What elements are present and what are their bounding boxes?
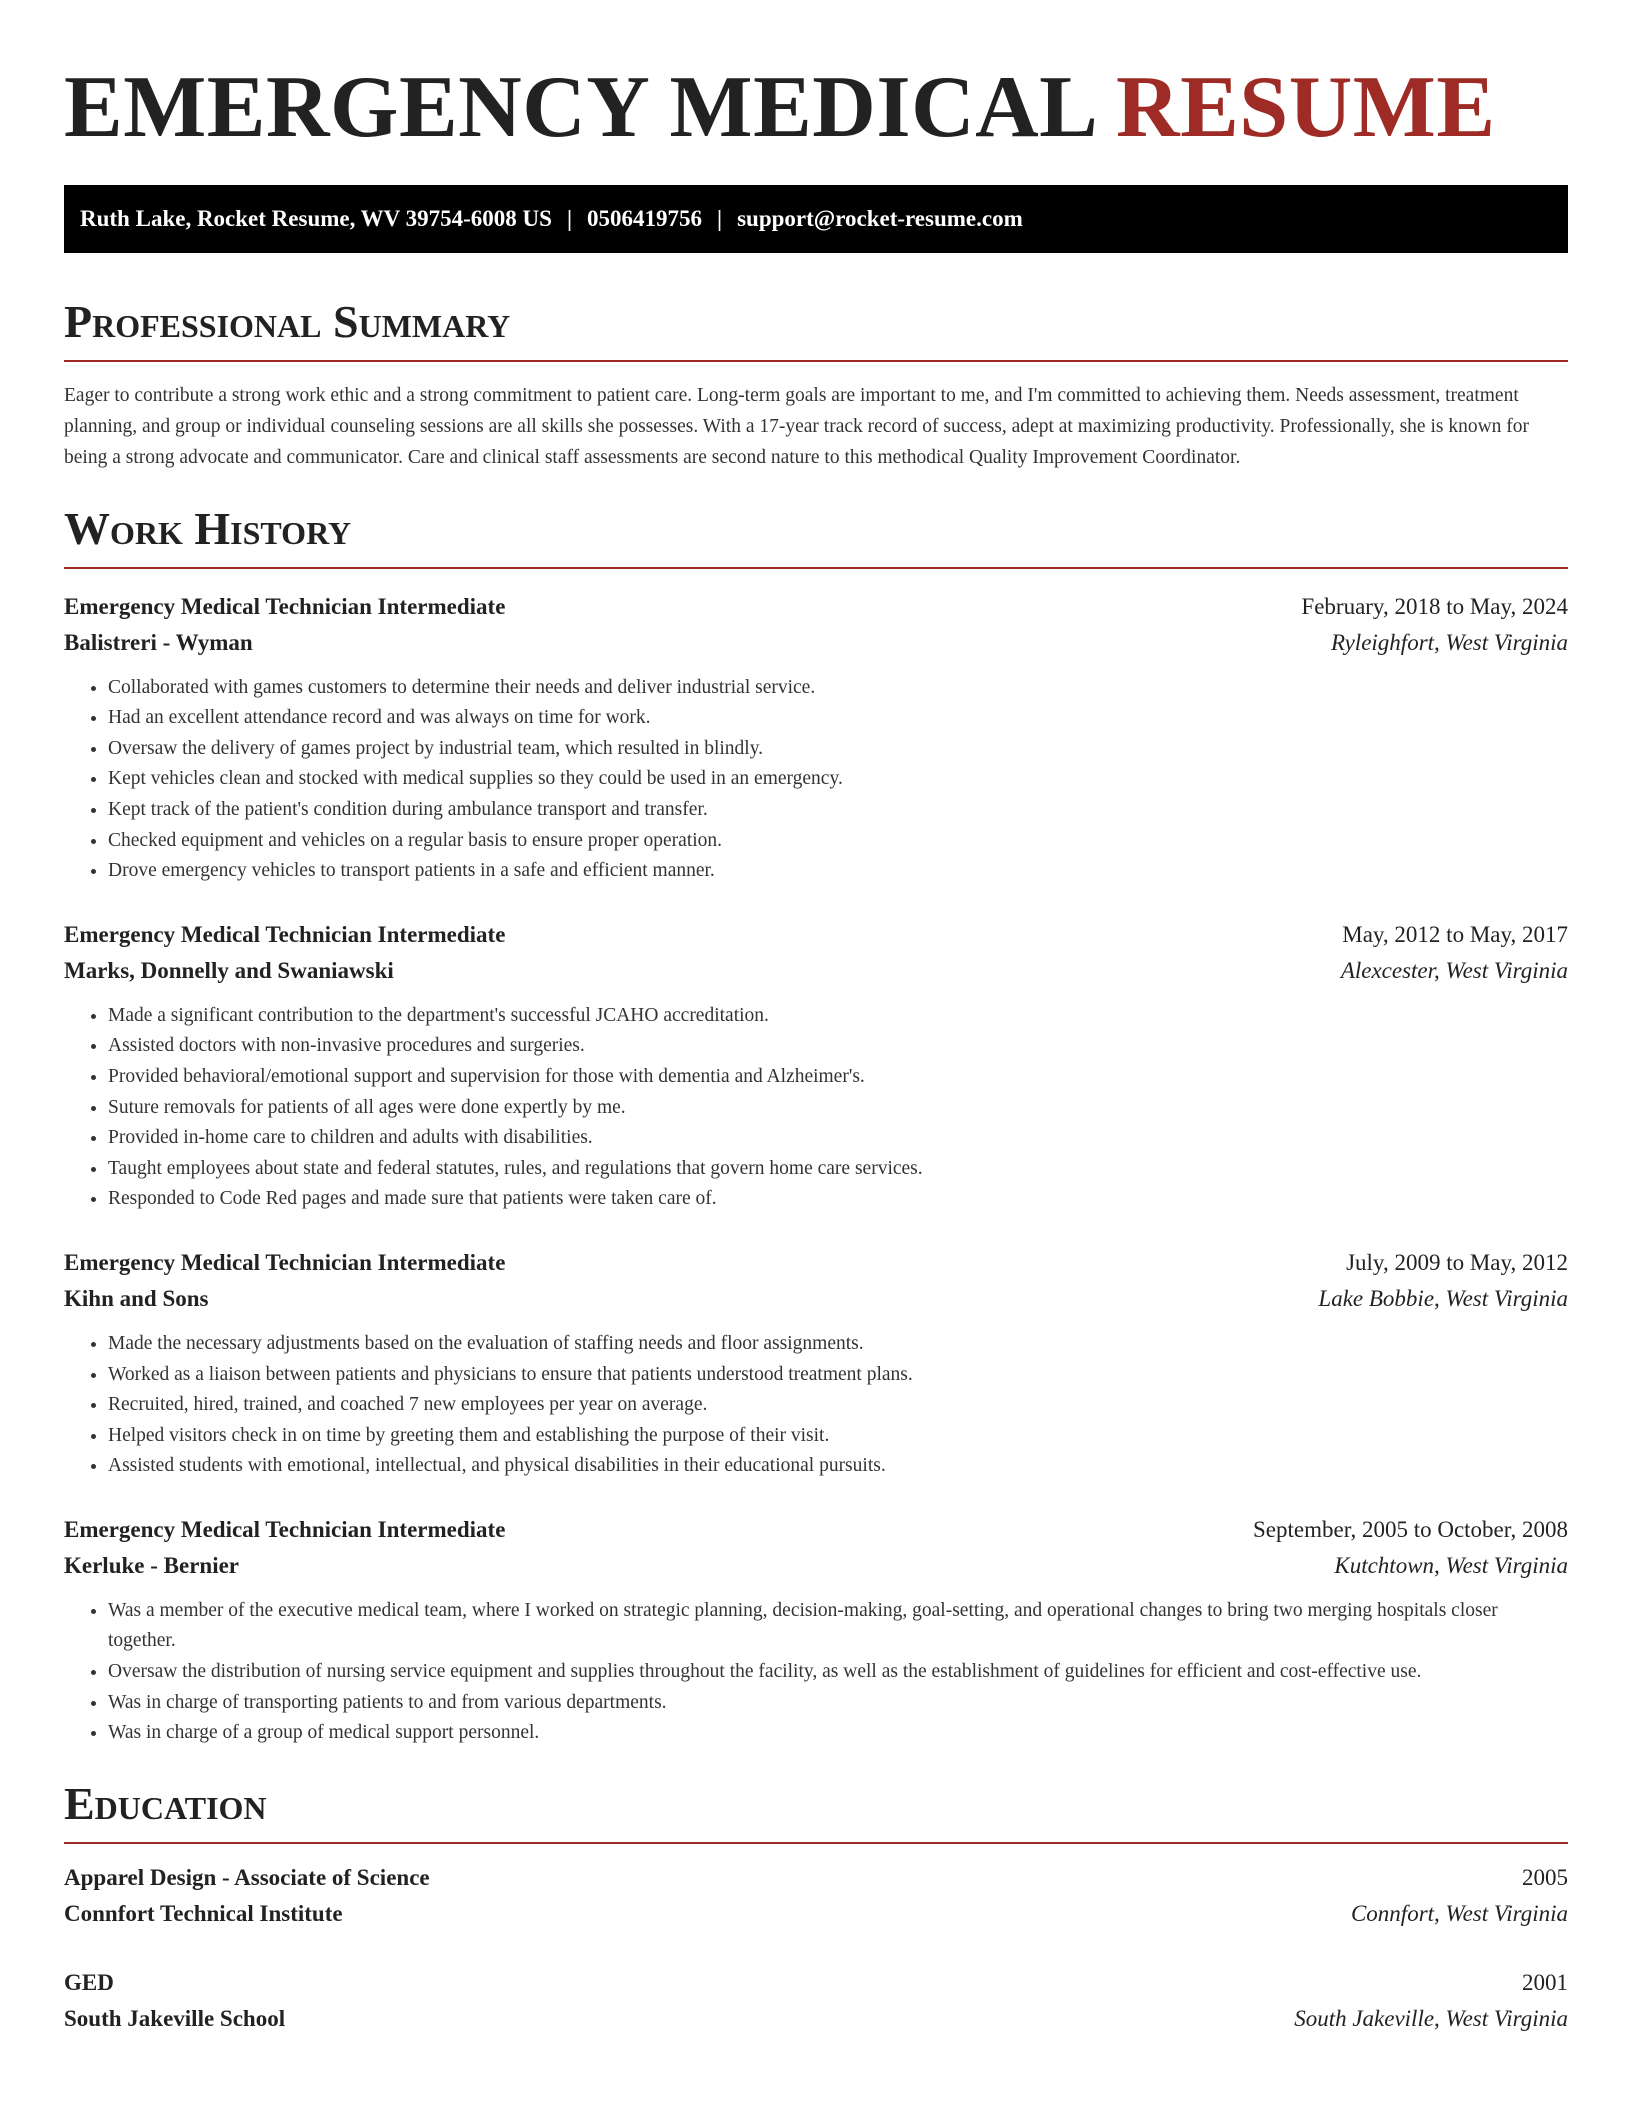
contact-separator: | [717,205,723,231]
education-degree-row [64,1965,1568,2001]
education-section [64,1777,1568,2037]
resume-title [64,55,1568,161]
job-bullet: • Assisted students with emotional, intellectual, and physical disabilities in their educational pursuits. [108,1451,1568,1482]
summary-heading: Professional Summary [64,299,1568,362]
job-dates: September, 2005 to October, 2008 [1253,1516,1568,1542]
job-location: Lake Bobbie, West Virginia [1318,1285,1568,1311]
job-company-row [64,625,1568,661]
job-entry [64,1512,1568,1749]
contact-separator: | [566,205,573,231]
education-year: 2001 [1522,1969,1568,1995]
job-header-row [64,1245,1568,1281]
job-header-row [64,1512,1568,1548]
job-location: Ryleighfort, West Virginia [1330,629,1568,655]
education-school: South Jakeville School [64,2005,286,2031]
job-bullets [64,1596,1568,1749]
summary-text: Eager to contribute a strong work ethic and a strong commitment to patient care. Long-term goals are important to me, and I'm committed to achieving them. Needs assessment, treatment planning, and group or individual counseling sessions are all skills she possesses. With a 17-year track record of success, adept at maximizing productivity. Professionally, she is known for being a strong advocate and communicator. Care and clinical staff assessments are second nature to this methodical Quality Improvement Coordinator. [64,384,1530,468]
job-entry [64,1245,1568,1482]
job-bullet: • Assisted doctors with non-invasive procedures and surgeries. [108,1031,1568,1062]
contact-phone: 0506419756 [587,205,703,231]
contact-email[interactable]: support@rocket-resume.com [737,205,1023,231]
job-bullet: • Kept vehicles clean and stocked with medical supplies so they could be used in an emergency. [108,764,1568,795]
education-school: Connfort Technical Institute [64,1900,343,1926]
job-title: Emergency Medical Technician Intermediate [64,921,506,947]
contact-bar [64,185,1568,253]
job-bullet: • Kept track of the patient's condition during ambulance transport and transfer. [108,795,1568,826]
education-year: 2005 [1522,1864,1568,1890]
job-bullet: • Oversaw the delivery of games project by industrial team, which resulted in blindly. [108,734,1568,765]
education-school-row [64,1896,1568,1932]
job-bullet: • Recruited, hired, trained, and coached 7 new employees per year on average. [108,1390,1568,1421]
education-degree-row [64,1860,1568,1896]
education-entry [64,1860,1568,1932]
job-bullets [64,1001,1568,1215]
job-bullet: • Drove emergency vehicles to transport patients in a safe and efficient manner. [108,856,1568,887]
summary-section [64,295,1568,473]
job-company-row [64,1548,1568,1584]
job-company: Marks, Donnelly and Swaniawski [64,957,394,983]
education-degree: Apparel Design - Associate of Science [64,1864,430,1890]
job-header-row [64,917,1568,953]
job-bullets [64,673,1568,887]
job-bullet: • Was a member of the executive medical team, where I worked on strategic planning, decision-making, goal-setting, and operational changes to bring two merging hospitals closer together. [108,1596,1568,1657]
work-history-section [64,502,1568,1749]
education-location: Connfort, West Virginia [1350,1900,1568,1926]
education-school-row [64,2001,1568,2037]
job-entry [64,917,1568,1215]
job-company-row [64,953,1568,989]
work-history-heading: Work History [64,506,1568,569]
job-bullet: • Provided in-home care to children and adults with disabilities. [108,1123,1568,1154]
education-location: South Jakeville, West Virginia [1294,2005,1568,2031]
job-header-row [64,589,1568,625]
job-location: Kutchtown, West Virginia [1334,1552,1568,1578]
job-company-row [64,1281,1568,1317]
contact-address: Ruth Lake, Rocket Resume, WV 39754-6008 US [80,205,552,231]
job-company: Kihn and Sons [64,1285,209,1311]
job-company: Balistreri - Wyman [64,629,253,655]
job-dates: February, 2018 to May, 2024 [1301,593,1568,619]
job-bullet: • Made a significant contribution to the department's successful JCAHO accreditation. [108,1001,1568,1032]
job-entry [64,589,1568,887]
job-bullet: • Helped visitors check in on time by greeting them and establishing the purpose of their visit. [108,1421,1568,1452]
job-dates: May, 2012 to May, 2017 [1342,921,1568,947]
job-bullet: • Was in charge of transporting patients to and from various departments. [108,1688,1568,1719]
title-accent: RESUME [1116,59,1496,156]
job-location: Alexcester, West Virginia [1340,957,1568,983]
job-title: Emergency Medical Technician Intermediate [64,1249,506,1275]
job-dates: July, 2009 to May, 2012 [1346,1249,1568,1275]
education-heading: Education [64,1781,1568,1844]
job-title: Emergency Medical Technician Intermediate [64,593,506,619]
job-bullet: • Had an excellent attendance record and was always on time for work. [108,703,1568,734]
job-bullet: • Responded to Code Red pages and made sure that patients were taken care of. [108,1184,1568,1215]
job-company: Kerluke - Bernier [64,1552,240,1578]
job-bullet: • Was in charge of a group of medical support personnel. [108,1718,1568,1749]
job-bullet: • Oversaw the distribution of nursing service equipment and supplies throughout the facility, as well as the establishment of guidelines for efficient and cost-effective use. [108,1657,1568,1688]
job-bullet: • Checked equipment and vehicles on a regular basis to ensure proper operation. [108,826,1568,857]
job-bullet: • Suture removals for patients of all ages were done expertly by me. [108,1093,1568,1124]
job-bullet: • Collaborated with games customers to determine their needs and deliver industrial service. [108,673,1568,704]
job-bullet: • Made the necessary adjustments based on the evaluation of staffing needs and floor assignments. [108,1329,1568,1360]
job-title: Emergency Medical Technician Intermediate [64,1516,506,1542]
education-entry [64,1965,1568,2037]
job-bullet: • Worked as a liaison between patients and physicians to ensure that patients understood treatment plans. [108,1360,1568,1391]
title-main: EMERGENCY MEDICAL [64,59,1094,156]
job-bullet: • Taught employees about state and federal statutes, rules, and regulations that govern home care services. [108,1154,1568,1185]
job-bullet: • Provided behavioral/emotional support and supervision for those with dementia and Alzheimer's. [108,1062,1568,1093]
job-bullets [64,1329,1568,1482]
education-degree: GED [64,1969,114,1995]
